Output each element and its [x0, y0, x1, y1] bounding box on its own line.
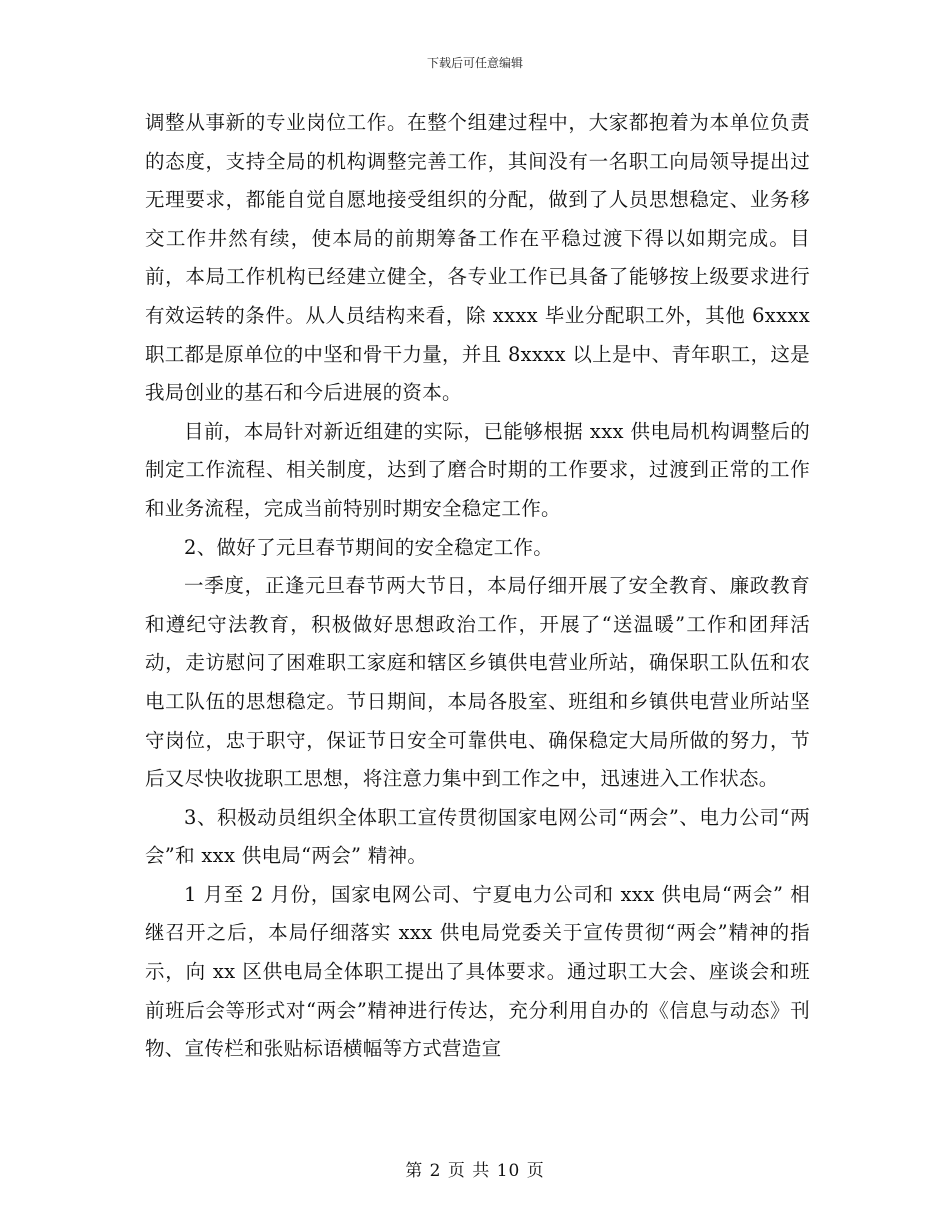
page-header-note: 下载后可任意编辑 — [426, 56, 523, 70]
section-heading-2: 2、做好了元旦春节期间的安全稳定工作。 — [184, 535, 554, 559]
paragraph-4: 1 月至 2 月份，国家电网公司、宁夏电力公司和 xxx 供电局“两会” 相继召开之后，本局仔细落实 xxx 供电局党委关于宣传贯彻“两会”精神的指示，向 xx 区供电局全体职工提出了具体要求。通过职工大会、座谈会和班前班后会等形式对“两会”精神进行传达，充分利用自办的《信息与动态》刊物、宣传栏和张贴标语横幅等方式营造宣 — [145, 882, 810, 1061]
page-number-footer: 第 2 页 共 10 页 — [405, 1161, 545, 1181]
document-body — [145, 104, 810, 1069]
paragraph-2: 目前，本局针对新近组建的实际，已能够根据 xxx 供电局机构调整后的制定工作流程、相关制度，达到了磨合时期的工作要求，过渡到正常的工作和业务流程，完成当前特别时期安全稳定工作。 — [145, 419, 810, 520]
paragraph-1: 调整从事新的专业岗位工作。在整个组建过程中，大家都抱着为本单位负责的态度，支持全局的机构调整完善工作，其间没有一名职工向局领导提出过无理要求，都能自觉自愿地接受组织的分配，做到了人员思想稳定、业务移交工作井然有续，使本局的前期筹备工作在平稳过渡下得以如期完成。目前，本局工作机构已经建立健全，各专业工作已具备了能够按上级要求进行有效运转的条件。从人员结构来看，除 xxxx 毕业分配职工外，其他 6xxxx 职工都是原单位的中坚和骨干力量，并且 8xxxx 以上是中、青年职工，这是我局创业的基石和今后进展的资本。 — [145, 111, 810, 405]
section-heading-3: 3、积极动员组织全体职工宣传贯彻国家电网公司“两会”、电力公司“两会”和 xxx 供电局“两会” 精神。 — [145, 805, 810, 868]
paragraph-3: 一季度，正逢元旦春节两大节日，本局仔细开展了安全教育、廉政教育和遵纪守法教育，积极做好思想政治工作，开展了“送温暖”工作和团拜活动，走访慰问了困难职工家庭和辖区乡镇供电营业所站，确保职工队伍和农电工队伍的思想稳定。节日期间，本局各股室、班组和乡镇供电营业所站坚守岗位，忠于职守，保证节日安全可靠供电、确保稳定大局所做的努力，节后又尽快收拢职工思想，将注意力集中到工作之中，迅速进入工作状态。 — [145, 574, 810, 791]
